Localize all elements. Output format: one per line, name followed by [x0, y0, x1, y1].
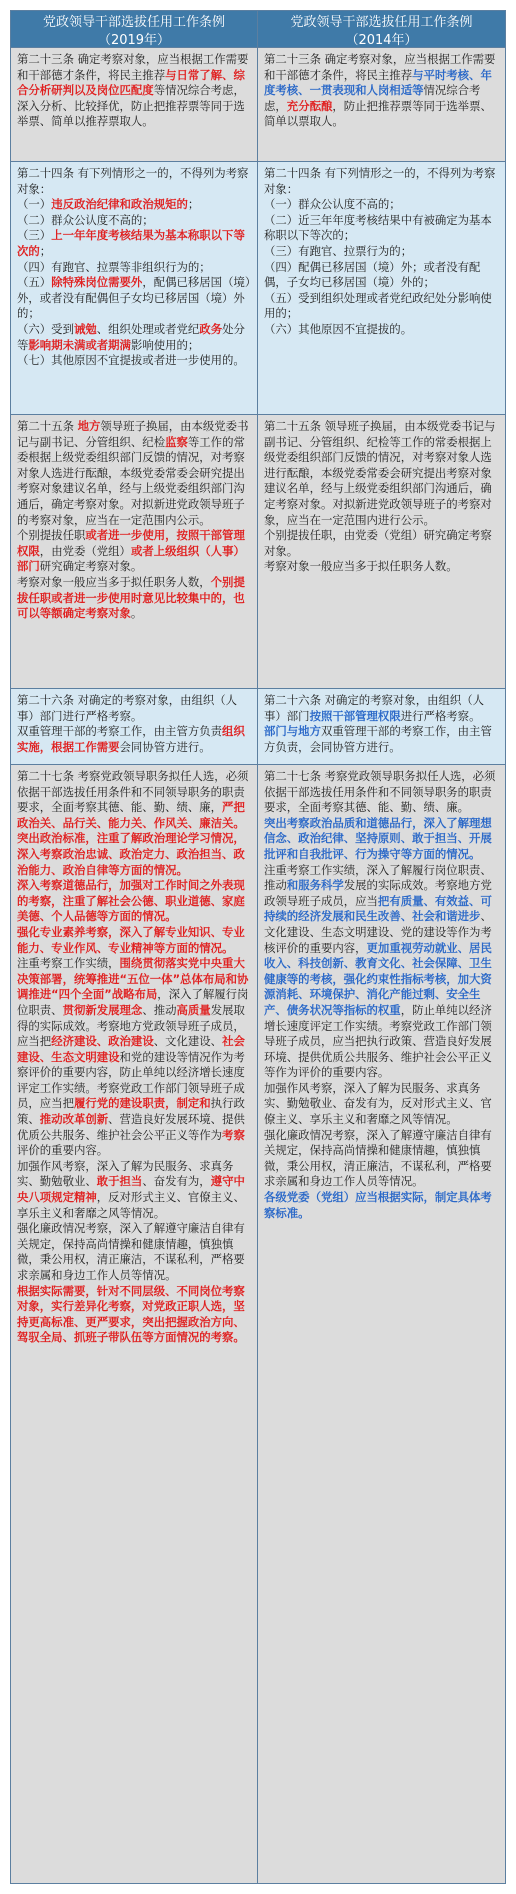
header-2019-title: 党政领导干部选拔任用工作条例	[42, 15, 225, 30]
paragraph	[264, 816, 500, 863]
text-run: 考察对象一般应当多于拟任职务人数，	[17, 574, 211, 589]
text-run: 加强作风考察，深入了解为民服务、求真务实、勤勉敬业、	[17, 1158, 234, 1189]
text-run: 注重考察工作实绩，	[17, 956, 120, 971]
text-run: 领导班子换届，由本级党委书记与副书记、分管组织、纪检	[17, 419, 249, 449]
highlight-run: 突出考察政治品质和道德品行，深入了解理想信念、政治纪律、坚持原则、敢于担当、开展批评和自我批评、行为操守等方面的情况。	[264, 815, 492, 861]
highlight-run: 遵守中央八项规定精神	[17, 1174, 245, 1205]
text-run: 注重考察工作实绩，深入了解履行岗位职责、推动	[264, 862, 492, 893]
paragraph	[264, 1190, 500, 1221]
text-run: （二）群众公认度不高的；	[17, 212, 154, 227]
highlight-run: 与日常了解、综合分析研判以及岗位匹配度	[17, 67, 245, 98]
paragraph	[17, 260, 252, 276]
text-run: （四）配偶已移居国（境）外；或者没有配偶，子女均已移居国（境）外的；	[264, 259, 481, 290]
paragraph	[17, 575, 252, 622]
text-run: 、奋发有为，	[142, 1174, 211, 1189]
paragraph	[264, 197, 500, 213]
paragraph	[17, 353, 252, 369]
text-run: 双重管理干部的考察工作，由主管方负责	[17, 724, 223, 739]
paragraph	[264, 559, 500, 575]
text-run: 执行政策、	[17, 1096, 245, 1127]
highlight-run: 突出政治标准，注重了解政治理论学习情况，深入考察政治忠诚、政治定力、政治担当、政治能力、政治自律等方面的情况。	[17, 831, 245, 877]
text-run: 第二十五条 领导班子换届，由本级党委书记与副书记、分管组织、纪检等工作的常委根据上级党委组织部门反馈的情况，对考察对象人选进行酝酿，本级党委常委会研究提出考察对象建议名单，经与上级党委组织部门沟通后，确定考察对象。对拟新进党政领导班子的考察对象，应当在一定范围内进行公示。	[264, 419, 496, 527]
text-run: 第二十三条 确定考察对象，应当根据工作需要和干部德才条件，将民主推荐	[264, 52, 496, 82]
text-run: 、文化建设、生态文明建设、党的建设等作为考核评价的重要内容，	[264, 909, 492, 955]
text-run: 等情况综合考虑，深入分析、比较择优，防止把推荐票等同于选举票、简单以推荐票取人。	[17, 83, 245, 129]
paragraph	[17, 213, 252, 229]
highlight-run: 部门与地方	[264, 724, 321, 739]
highlight-run: 监察	[165, 434, 188, 449]
highlight-run: 上一年年度考核结果为基本称职以下等次的	[17, 228, 245, 258]
text-run: 个别提拔任职，由党委（党组）研究确定考察对象。	[264, 528, 492, 558]
paragraph	[264, 213, 500, 244]
text-run: 、推动	[142, 1002, 177, 1017]
highlight-run: 贯彻新发展理念	[62, 1002, 143, 1017]
highlight-run: 深入考察道德品行，加强对工作时间之外表现的考察，注重了解社会公德、职业道德、家庭美德、个人品德等方面的情况。	[17, 878, 245, 924]
text-run: 、组织处理或者党纪	[96, 321, 200, 336]
highlight-run: 考察	[222, 1127, 245, 1142]
highlight-run: 地方	[77, 419, 101, 433]
highlight-run: 除特殊岗位需要外	[51, 275, 143, 290]
article-23-2019	[11, 48, 258, 161]
paragraph	[264, 1081, 500, 1128]
paragraph	[17, 228, 252, 259]
text-run: 第二十四条 有下列情形之一的，不得列为考察对象：	[17, 166, 249, 196]
paragraph	[17, 769, 252, 831]
article-26-2019	[11, 689, 258, 764]
highlight-run: 违反政治纪律和政治规矩的	[51, 197, 188, 212]
text-run: 强化廉政情况考察，深入了解遵守廉洁自律有关规定，保持高尚情操和健康情趣，慎独慎微，秉公用权，清正廉洁，不谋私利，严格要求亲属和身边工作人员等情况。	[264, 1127, 492, 1189]
text-run: 考察对象一般应当多于拟任职务人数。	[264, 559, 458, 574]
article-24-2019	[11, 162, 258, 414]
text-run: 强化廉政情况考察，深入了解遵守廉洁自律有关规定，保持高尚情操和健康情趣，慎独慎微，秉公用权，清正廉洁，不谋私利，严格要求亲属和身边工作人员等情况。	[17, 1221, 245, 1282]
paragraph	[17, 52, 252, 130]
text-run: 第二十三条 确定考察对象，应当根据工作需要和干部德才条件，将民主推荐	[17, 52, 249, 82]
text-run: （六）其他原因不宜提拔的。	[264, 321, 413, 336]
paragraph	[17, 831, 252, 878]
paragraph	[264, 693, 500, 724]
text-run: 等工作的常委根据上级党委组织部门反馈的情况，对考察对象人选进行酝酿，本级党委常委会研究提出考察对象建议名单，经与上级党委组织部门沟通后，确定考察对象。对拟新进党政领导班子的考察对象，应当在一定范围内公示。	[17, 434, 245, 527]
highlight-run: 把有质量、有效益、可持续的经济发展和民生改善、社会和谐进步	[264, 893, 492, 924]
text-run: （二）近三年年度考核结果中有被确定为基本称职以下等次的；	[264, 212, 492, 243]
paragraph	[17, 528, 252, 575]
paragraph	[264, 1128, 500, 1190]
text-run: 研究确定考察对象。	[39, 559, 143, 574]
paragraph	[17, 419, 252, 528]
header-2014-title: 党政领导干部选拔任用工作条例	[290, 15, 473, 30]
text-run: ，防止单纯以经济增长速度评定工作实绩。考察党政工作部门领导班子成员，应当把执行政策、营造良好发展环境、提供优质公共服务、维护社会公平正义等作为评价的重要内容。	[264, 1002, 492, 1080]
highlight-run: 个别提拔任职或者进一步使用时意见比较集中的，也可以等额确定考察对象	[17, 574, 245, 621]
text-run: 第二十六条 对确定的考察对象，由组织（人事）部门进行严格考察。	[17, 693, 238, 723]
text-run: 处分等	[17, 321, 245, 352]
text-run: ，配偶已移居国（境）外，或者没有配偶但子女均已移居国（境）外的；	[17, 275, 251, 321]
text-run: ；	[187, 197, 200, 212]
text-run: 、营造良好发展环境、提供优质公共服务、维护社会公平正义等作为	[17, 1112, 245, 1142]
paragraph	[17, 1284, 252, 1346]
highlight-run: 强化专业素养考察，深入了解专业知识、专业能力、专业作风、专业精神等方面的情况。	[17, 924, 245, 955]
text-run: （五）	[17, 275, 52, 290]
paragraph	[17, 275, 252, 322]
highlight-run: 与平时考核、年度考核、一贯表现和人岗相适等	[264, 67, 492, 98]
paragraph	[264, 419, 500, 528]
highlight-run: 推动改革创新	[39, 1112, 109, 1127]
paragraph	[17, 925, 252, 956]
text-run: 影响使用的；	[130, 337, 200, 352]
paragraph	[264, 291, 500, 322]
paragraph	[264, 863, 500, 1081]
highlight-run: 组织实施，根据工作需要	[17, 724, 245, 754]
text-run: ，防止把推荐票等同于选举票、简单以票取人。	[264, 98, 492, 129]
paragraph	[264, 769, 500, 816]
highlight-run: 诫勉	[73, 321, 97, 336]
article-26-row	[11, 688, 505, 764]
header-2014-year: （2014年）	[345, 33, 418, 47]
paragraph	[264, 528, 500, 559]
paragraph	[17, 956, 252, 1159]
text-run: 第二十七条 考察党政领导职务拟任人选，必须依据干部选拔任用条件和不同领导职务的职责要求，全面考察其德、能、勤、绩、廉，	[17, 769, 249, 815]
text-run: 双重管理干部的考察工作，由主管方负责，会同协管方进行。	[264, 724, 492, 754]
table-header	[11, 11, 505, 47]
highlight-run: 围绕贯彻落实党中央重大决策部署，统筹推进“五位一体”总体布局和协调推进“四个全面”战略布局	[17, 956, 249, 1002]
highlight-run: 政务	[199, 321, 223, 336]
text-run: 和党的建设等情况作为考察评价的重要内容，防止单纯以经济增长速度评定工作实绩。考察党政工作部门领导班子成员，应当把	[17, 1049, 245, 1111]
paragraph	[264, 52, 500, 130]
paragraph	[264, 166, 500, 197]
highlight-run: 按照干部管理权限	[309, 708, 401, 723]
paragraph	[17, 1159, 252, 1221]
article-27-2014	[258, 765, 505, 1883]
text-run: ，由党委（党组）	[39, 543, 131, 558]
text-run: 第二十七条 考察党政领导职务拟任人选，必须依据干部选拔任用条件和不同领导职务的职责要求，全面考察其德、能、勤、绩、廉。	[264, 769, 496, 815]
highlight-run: 社会建设、生态文明建设	[17, 1034, 245, 1064]
text-run: 发展取得的实际成效。考察地方党政领导班子成员，应当把	[17, 1002, 245, 1049]
highlight-run: 更加重视劳动就业、居民收入、科技创新、教育文化、社会保障、卫生健康等的考核，强化约束性指标考核，加大资源消耗、环境保护、消化产能过剩、安全生产、债务状况等指标的权重	[264, 940, 492, 1017]
article-23-2014	[258, 48, 505, 161]
highlight-run: 充分酝酿	[286, 98, 333, 113]
text-run: （五）受到组织处理或者党纪政纪处分影响使用的；	[264, 290, 492, 321]
paragraph	[17, 322, 252, 353]
header-2014	[258, 11, 505, 47]
text-run: 第二十四条 有下列情形之一的，不得列为考察对象：	[264, 166, 496, 196]
text-run: ，深入了解履行岗位职责、	[17, 987, 249, 1017]
text-run: 发展的实际成效。考察地方党政领导班子成员，应当	[264, 878, 492, 908]
paragraph	[17, 878, 252, 925]
paragraph	[17, 166, 252, 197]
highlight-run: 履行党的建设职责，制定和	[73, 1096, 211, 1111]
text-run: 第二十六条 对确定的考察对象，由组织（人事）部门	[264, 693, 485, 723]
text-run: 会同协管方进行。	[119, 739, 211, 754]
text-run: 情况综合考虑，	[264, 83, 481, 113]
article-23-row	[11, 47, 505, 161]
article-27-row	[11, 764, 505, 1883]
highlight-run: 或者上级组织（人事）部门	[17, 543, 245, 574]
highlight-run: 经济建设、政治建设	[51, 1034, 154, 1049]
paragraph	[264, 724, 500, 755]
text-run: ；	[39, 243, 52, 258]
article-26-2014	[258, 689, 505, 764]
text-run: （三）有跑官、拉票行为的；	[264, 243, 413, 258]
text-run: 。	[130, 606, 143, 621]
header-2019-year: （2019年）	[97, 33, 171, 47]
text-run: 、文化建设、	[153, 1034, 223, 1049]
article-25-2014	[258, 415, 505, 688]
text-run: （一）	[17, 197, 52, 212]
text-run: （一）群众公认度不高的；	[264, 197, 401, 212]
text-run: 评价的重要内容。	[17, 1143, 109, 1158]
text-run: 个别提拔任职	[17, 528, 86, 543]
header-2019	[11, 11, 258, 47]
highlight-run: 敢于担当	[96, 1174, 143, 1189]
highlight-run: 和服务科学	[286, 878, 344, 893]
comparison-table	[10, 10, 506, 1884]
article-25-row	[11, 414, 505, 688]
text-run: （三）	[17, 228, 52, 243]
article-24-row	[11, 161, 505, 414]
article-27-2019	[11, 765, 258, 1883]
paragraph	[17, 197, 252, 213]
text-run: （七）其他原因不宜提拔或者进一步使用的。	[17, 353, 245, 368]
paragraph	[264, 322, 500, 338]
highlight-run: 影响期未满或者期满	[28, 337, 131, 352]
highlight-run: 严把政治关、品行关、能力关、作风关、廉洁关。	[17, 800, 245, 830]
text-run: ，反对形式主义、官僚主义、享乐主义和奢靡之风等情况。	[17, 1190, 245, 1220]
paragraph	[264, 260, 500, 291]
paragraph	[17, 693, 252, 724]
highlight-run: 根据实际需要，针对不同层级、不同岗位考察对象，实行差异化考察，对党政正职人选，坚持更高标准、更严要求，突出把握政治方向、驾驭全局、抓班子带队伍等方面情况的考察。	[17, 1283, 245, 1345]
text-run: 进行严格考察。	[400, 708, 481, 723]
highlight-run: 或者进一步使用，按照干部管理权限	[17, 528, 245, 558]
text-run: （四）有跑官、拉票等非组织行为的；	[17, 259, 211, 274]
paragraph	[17, 1221, 252, 1283]
article-25-2019	[11, 415, 258, 688]
text-run: 加强作风考察，深入了解为民服务、求真务实、勤勉敬业、奋发有为，反对形式主义、官僚主义、享乐主义和奢靡之风等情况。	[264, 1080, 492, 1127]
highlight-run: 高质量	[176, 1002, 211, 1017]
article-24-2014	[258, 162, 505, 414]
text-run: 第二十五条	[17, 419, 78, 433]
text-run: （六）受到	[17, 321, 74, 336]
paragraph	[264, 244, 500, 260]
highlight-run: 各级党委（党组）应当根据实际，制定具体考察标准。	[264, 1190, 492, 1220]
paragraph	[17, 724, 252, 755]
